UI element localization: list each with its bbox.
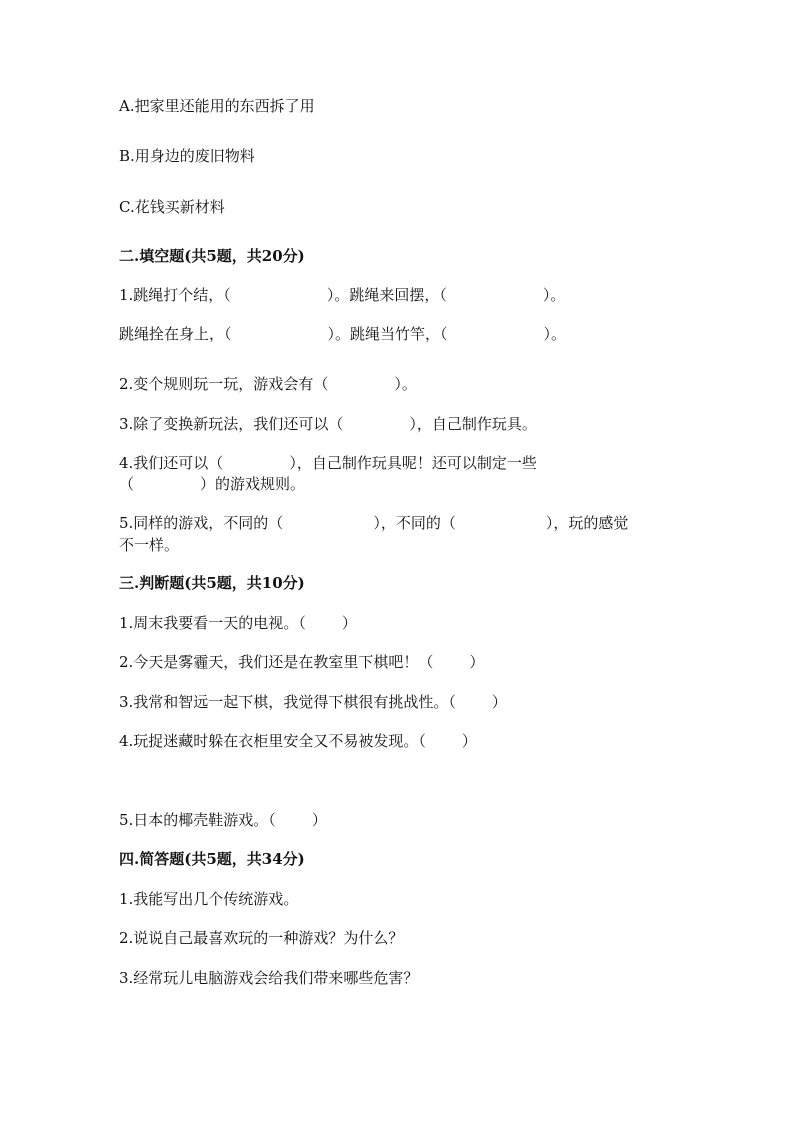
text: ），自己制作玩具呢！还可以制定一些	[289, 454, 537, 472]
text: ）。跳绳来回摆，（	[326, 286, 447, 304]
text: ）	[461, 732, 477, 750]
option-a: A.把家里还能用的东西拆了用	[119, 97, 315, 115]
option-b: B.用身边的废旧物料	[119, 147, 255, 165]
sa-q1: 1.我能写出几个传统游戏。	[119, 890, 299, 908]
fill-q4-line2	[119, 474, 305, 494]
text: 3.我常和智远一起下棋，我觉得下棋很有挑战性。（	[119, 693, 456, 711]
text: ），不同的（	[373, 514, 456, 532]
text: 1.周末我要看一天的电视。（	[119, 614, 306, 632]
fill-q3	[119, 414, 537, 434]
text: ），玩的感觉	[545, 514, 629, 532]
text: 跳绳拴在身上，（	[119, 325, 232, 343]
text: 5.同样的游戏，不同的（	[119, 514, 284, 532]
text: ）	[491, 693, 507, 711]
tf-q2	[119, 652, 484, 672]
text: 1.跳绳打个结，（	[119, 286, 231, 304]
text: ）的游戏规则。	[200, 475, 306, 493]
text: 2.今天是雾霾天，我们还是在教室里下棋吧！（	[119, 653, 434, 671]
tf-q4	[119, 731, 477, 751]
fill-q5-line1	[119, 513, 628, 533]
option-c: C.花钱买新材料	[119, 198, 225, 216]
text: ）	[341, 614, 357, 632]
fill-q4-line1	[119, 453, 537, 473]
text: ）。跳绳当竹竿，（	[327, 325, 448, 343]
text: ）。	[542, 286, 566, 304]
tf-q1	[119, 613, 357, 633]
section-heading-fill-in: 二.填空题(共5题，共20分)	[119, 247, 305, 265]
text: 4.玩捉迷藏时躲在衣柜里安全又不易被发现。（	[119, 732, 426, 750]
text: ）	[311, 811, 327, 829]
text: 4.我们还可以（	[119, 454, 224, 472]
fill-q1-line1	[119, 285, 565, 305]
text: ）。	[394, 375, 417, 393]
section-heading-short-answer: 四.简答题(共5题，共34分)	[119, 850, 305, 868]
text: （	[119, 475, 135, 493]
tf-q5	[119, 810, 327, 830]
tf-q3	[119, 692, 507, 712]
text: 5.日本的椰壳鞋游戏。（	[119, 811, 276, 829]
text: ），自己制作玩具。	[409, 415, 537, 433]
fill-q1-line2	[119, 324, 566, 344]
sa-q2: 2.说说自己最喜欢玩的一种游戏？为什么？	[119, 929, 404, 947]
text: 2.变个规则玩一玩，游戏会有（	[119, 375, 329, 393]
fill-q2	[119, 374, 417, 394]
section-heading-true-false: 三.判断题(共5题，共10分)	[119, 574, 305, 592]
sa-q3: 3.经常玩儿电脑游戏会给我们带来哪些危害？	[119, 969, 419, 987]
text: ）	[469, 653, 485, 671]
text: 3.除了变换新玩法，我们还可以（	[119, 415, 344, 433]
fill-q5-line2: 不一样。	[119, 536, 180, 554]
text: ）。	[543, 325, 567, 343]
